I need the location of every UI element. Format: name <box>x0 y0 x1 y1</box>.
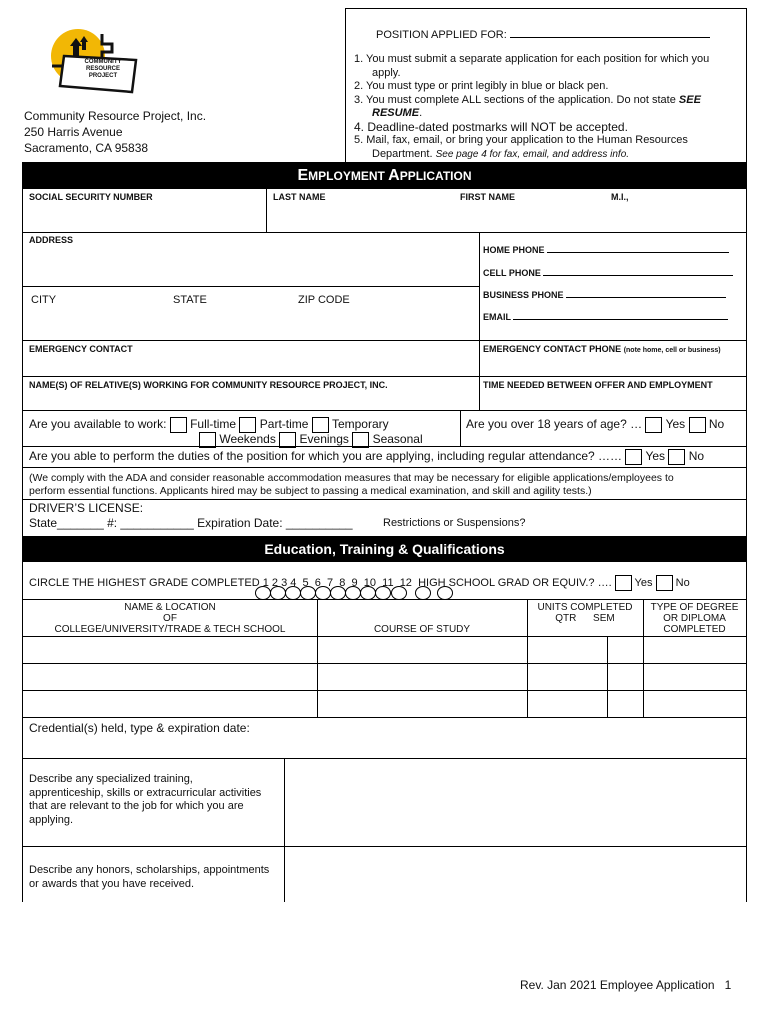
credentials-label: Credential(s) held, type & expiration date: <box>29 721 250 735</box>
emergency-contact-label: EMERGENCY CONTACT <box>29 344 133 354</box>
personal-info-section <box>22 189 747 536</box>
time-needed-label: TIME NEEDED BETWEEN OFFER AND EMPLOYMENT <box>483 380 713 390</box>
grade-4[interactable]: 4 <box>290 576 297 589</box>
home-phone-label: HOME PHONE <box>483 245 545 255</box>
col-name-1: NAME & LOCATION <box>124 602 216 613</box>
grade-oval[interactable] <box>300 586 316 600</box>
instruction-3-see: SEE <box>678 93 701 106</box>
grade-oval[interactable] <box>360 586 376 600</box>
grade-6[interactable]: 6 <box>314 576 321 589</box>
drivers-license-label: DRIVER’S LICENSE: <box>29 501 144 515</box>
ssn-label: SOCIAL SECURITY NUMBER <box>29 192 153 202</box>
instruction-5b: Department. <box>372 147 433 160</box>
grade-oval[interactable] <box>391 586 407 600</box>
duties-no-checkbox[interactable] <box>668 449 685 465</box>
grade-12[interactable]: 12 <box>399 576 412 589</box>
emergency-phone-note: (note home, cell or business) <box>623 347 721 354</box>
training-label-1: Describe any specialized training, <box>29 773 193 785</box>
grade-10[interactable]: 10 <box>363 576 377 589</box>
ssn-field[interactable] <box>24 203 264 231</box>
grade-oval[interactable] <box>270 586 286 600</box>
fulltime-checkbox[interactable] <box>170 417 187 433</box>
grade-oval[interactable] <box>437 586 453 600</box>
hs-grad-label: HIGH SCHOOL GRAD OR EQUIV.? …. <box>418 576 612 589</box>
grade-8[interactable]: 8 <box>339 576 346 589</box>
circle-grade-label: CIRCLE THE HIGHEST GRADE COMPLETED <box>29 576 260 589</box>
over18-no-checkbox[interactable] <box>689 417 706 433</box>
name-field[interactable] <box>268 203 746 231</box>
grade-oval[interactable] <box>285 586 301 600</box>
email-label: EMAIL <box>483 312 511 322</box>
org-address <box>24 108 206 156</box>
instruction-3-resume: RESUME <box>372 107 420 119</box>
temporary-label: Temporary <box>331 417 389 432</box>
grade-oval[interactable] <box>345 586 361 600</box>
org-city: Sacramento, CA 95838 <box>24 141 149 155</box>
grade-1[interactable]: 1 <box>262 576 269 589</box>
over18-yes-label: Yes <box>665 417 686 432</box>
education-section <box>22 562 747 902</box>
duties-yes-checkbox[interactable] <box>625 449 642 465</box>
logo-text-2: RESOURCE <box>85 66 120 72</box>
first-name-label: FIRST NAME <box>460 192 515 202</box>
grade-oval[interactable] <box>330 586 346 600</box>
drivers-license-fields[interactable]: State_______ #: ___________ Expiration Date: __________ <box>29 516 353 530</box>
zip-label: ZIP CODE <box>298 294 350 306</box>
col-units: UNITS COMPLETED <box>537 602 633 613</box>
grade-oval[interactable] <box>315 586 331 600</box>
hs-yes-checkbox[interactable] <box>615 575 632 591</box>
over18-yes-checkbox[interactable] <box>645 417 662 433</box>
grade-11[interactable]: 11 <box>382 576 394 589</box>
cell-phone-field[interactable] <box>543 275 733 276</box>
over18-label: Are you over 18 years of age? … <box>466 417 643 432</box>
instructions-list: 1. You must submit a separate application for each position for which you apply. 2. You must type or print legibly in blue or black pen. 3. You must complete ALL sections of the application. Do not state SEE RESUME. 4. Deadline-dated postmarks will NOT be accepted. 5. Mail, fax, email, or bring your application to the Human Resources Department. See page 4 for fax, email, and address info. <box>354 53 744 161</box>
grade-9[interactable]: 9 <box>351 576 358 589</box>
instruction-3: 3. You must complete ALL sections of the application. Do not state <box>354 93 676 106</box>
business-phone-field[interactable] <box>566 297 726 298</box>
logo-text-1: COMMUNITY <box>84 59 122 65</box>
parttime-checkbox[interactable] <box>239 417 256 433</box>
home-phone-field[interactable] <box>547 252 729 253</box>
last-name-label: LAST NAME <box>273 192 326 202</box>
instruction-4: 4. Deadline-dated postmarks will NOT be accepted. <box>354 119 628 134</box>
instruction-1b: apply. <box>372 66 401 79</box>
logo-text-3: PROJECT <box>88 73 118 79</box>
org-street: 250 Harris Avenue <box>24 125 123 139</box>
org-logo <box>40 22 140 94</box>
col-name-2: OF <box>163 613 177 624</box>
address-label: ADDRESS <box>29 235 74 245</box>
over18-no-label: No <box>708 417 725 432</box>
state-label: STATE <box>173 294 207 306</box>
duties-no-label: No <box>688 449 705 464</box>
temporary-checkbox[interactable] <box>312 417 329 433</box>
grade-oval[interactable] <box>415 586 431 600</box>
weekends-label: Weekends <box>219 432 276 447</box>
grade-2[interactable]: 2 <box>271 576 279 589</box>
ada-notice-2: perform essential functions. Applicants hired may be subject to passing a medical examination, and skill and agility tests.) <box>29 485 592 497</box>
position-applied-field[interactable] <box>510 37 710 38</box>
ada-notice-1: (We comply with the ADA and consider reasonable accommodation measures that may be necessary for eligible applications/employees to <box>29 472 674 484</box>
col-name-3: COLLEGE/UNIVERSITY/TRADE & TECH SCHOOL <box>54 624 286 635</box>
relatives-label: NAME(S) OF RELATIVE(S) WORKING FOR COMMUNITY RESOURCE PROJECT, INC. <box>29 380 388 390</box>
business-phone-label: BUSINESS PHONE <box>483 290 564 300</box>
grade-7[interactable]: 7 <box>327 576 334 589</box>
duties-yes-label: Yes <box>645 449 666 464</box>
grade-5[interactable]: 5 <box>302 576 309 589</box>
mi-label: M.I., <box>611 192 629 202</box>
revision-label: Rev. Jan 2021 Employee Application <box>520 978 715 992</box>
cell-phone-label: CELL PHONE <box>483 268 541 278</box>
training-label-2: apprenticeship, skills or extracurricular activities <box>29 786 262 799</box>
seasonal-label: Seasonal <box>372 432 423 447</box>
col-course: COURSE OF STUDY <box>373 624 471 635</box>
education-row[interactable] <box>24 637 746 663</box>
org-name: Community Resource Project, Inc. <box>24 109 207 123</box>
form-title: EMPLOYMENT APPLICATION <box>22 162 747 189</box>
col-units-sem: SEM <box>593 613 615 624</box>
duties-label: Are you able to perform the duties of the position for which you are applying, including regular attendance? …… <box>29 449 623 464</box>
education-row[interactable] <box>24 664 746 690</box>
fulltime-label: Full-time <box>190 417 237 432</box>
parttime-label: Part-time <box>259 417 309 432</box>
instruction-2: 2. You must type or print legibly in blue or black pen. <box>354 80 609 92</box>
honors-field[interactable] <box>286 847 746 901</box>
restrictions-label: Restrictions or Suspensions? <box>383 517 526 529</box>
honors-label-2: or awards that you have received. <box>29 877 195 890</box>
training-field[interactable] <box>286 759 746 845</box>
hs-no-label: No <box>675 576 690 589</box>
emergency-phone-label: EMERGENCY CONTACT PHONE <box>483 344 622 354</box>
honors-label-1: Describe any honors, scholarships, appointments <box>29 864 270 876</box>
col-degree-2: OR DIPLOMA <box>663 613 726 624</box>
instruction-5c: See page 4 for fax, email, and address info. <box>435 148 630 160</box>
training-label-4: applying. <box>29 813 74 826</box>
hs-yes-label: Yes <box>634 576 653 589</box>
grade-3[interactable]: 3 <box>281 576 288 589</box>
city-label: CITY <box>31 294 57 306</box>
evenings-label: Evenings <box>299 432 349 447</box>
grade-oval[interactable] <box>255 586 271 600</box>
instructions-box <box>345 8 747 162</box>
training-label-3: that are relevant to the job for which you are <box>29 800 244 812</box>
page-number: 1 <box>724 978 732 992</box>
col-units-qtr: QTR <box>555 613 577 624</box>
education-row[interactable] <box>24 691 746 717</box>
col-degree-1: TYPE OF DEGREE <box>650 602 739 613</box>
position-label: POSITION APPLIED FOR: <box>376 29 507 41</box>
instruction-5: 5. Mail, fax, email, or bring your application to the Human Resources <box>354 134 688 146</box>
instruction-1: 1. You must submit a separate application for each position for which you <box>354 53 710 65</box>
grade-oval[interactable] <box>375 586 391 600</box>
education-header: Education, Training & Qualifications <box>22 536 747 562</box>
email-field[interactable] <box>513 319 728 320</box>
col-degree-3: COMPLETED <box>663 624 726 635</box>
availability-label: Are you available to work: <box>29 417 167 432</box>
hs-no-checkbox[interactable] <box>656 575 673 591</box>
